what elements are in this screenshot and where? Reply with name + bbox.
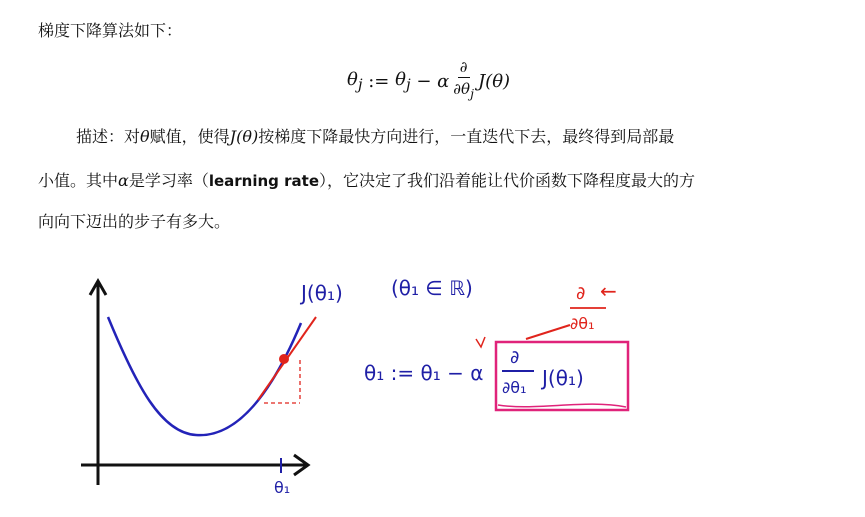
formula-minus-alpha: − α: [410, 70, 450, 92]
description-line-1: 描述：对θ赋值，使得J(θ)按梯度下降最快方向进行，一直迭代下去，最终得到局部最: [76, 127, 675, 146]
description-line-2: 小值。其中α是学习率（learning rate），它决定了我们沿着能让代价函数下降程度最大的方: [38, 171, 696, 190]
annotation-tick-mark: [476, 337, 485, 347]
tangent-point: [279, 354, 289, 364]
annotation-numerator: ∂: [576, 283, 586, 304]
formula-lhs: $\theta_j$: [347, 68, 363, 94]
update-rule-text: θ₁ := θ₁ − α: [364, 361, 484, 385]
cost-function-label: J(θ₁): [301, 281, 343, 305]
annotation-denominator: ∂θ₁: [570, 314, 595, 333]
cost-curve: [108, 317, 301, 435]
annotation-pointer-line: [526, 325, 570, 339]
intro-text: 梯度下降算法如下：: [38, 21, 183, 40]
formula-fraction: $\frac{\partial}{\partial\theta_j}$: [453, 58, 474, 101]
box-fraction-numerator: ∂: [510, 347, 520, 368]
gradient-descent-formula: [347, 57, 510, 105]
formula-cost-function: J(θ): [477, 70, 511, 92]
formula-rhs-theta: $\theta_j$: [395, 68, 411, 94]
formula-assign: :=: [362, 70, 396, 92]
description-line-3: 向向下迈出的步子有多大。: [38, 212, 231, 231]
box-underline-scribble: [498, 404, 626, 407]
annotation-arrow-icon: ←: [600, 279, 617, 303]
x-axis-label: θ₁: [274, 478, 291, 497]
box-fraction-denominator: ∂θ₁: [502, 378, 527, 397]
box-cost-function: J(θ₁): [542, 366, 584, 390]
gradient-descent-figure: [76, 255, 642, 500]
theta-domain-label: (θ₁ ∈ ℝ): [391, 276, 473, 300]
